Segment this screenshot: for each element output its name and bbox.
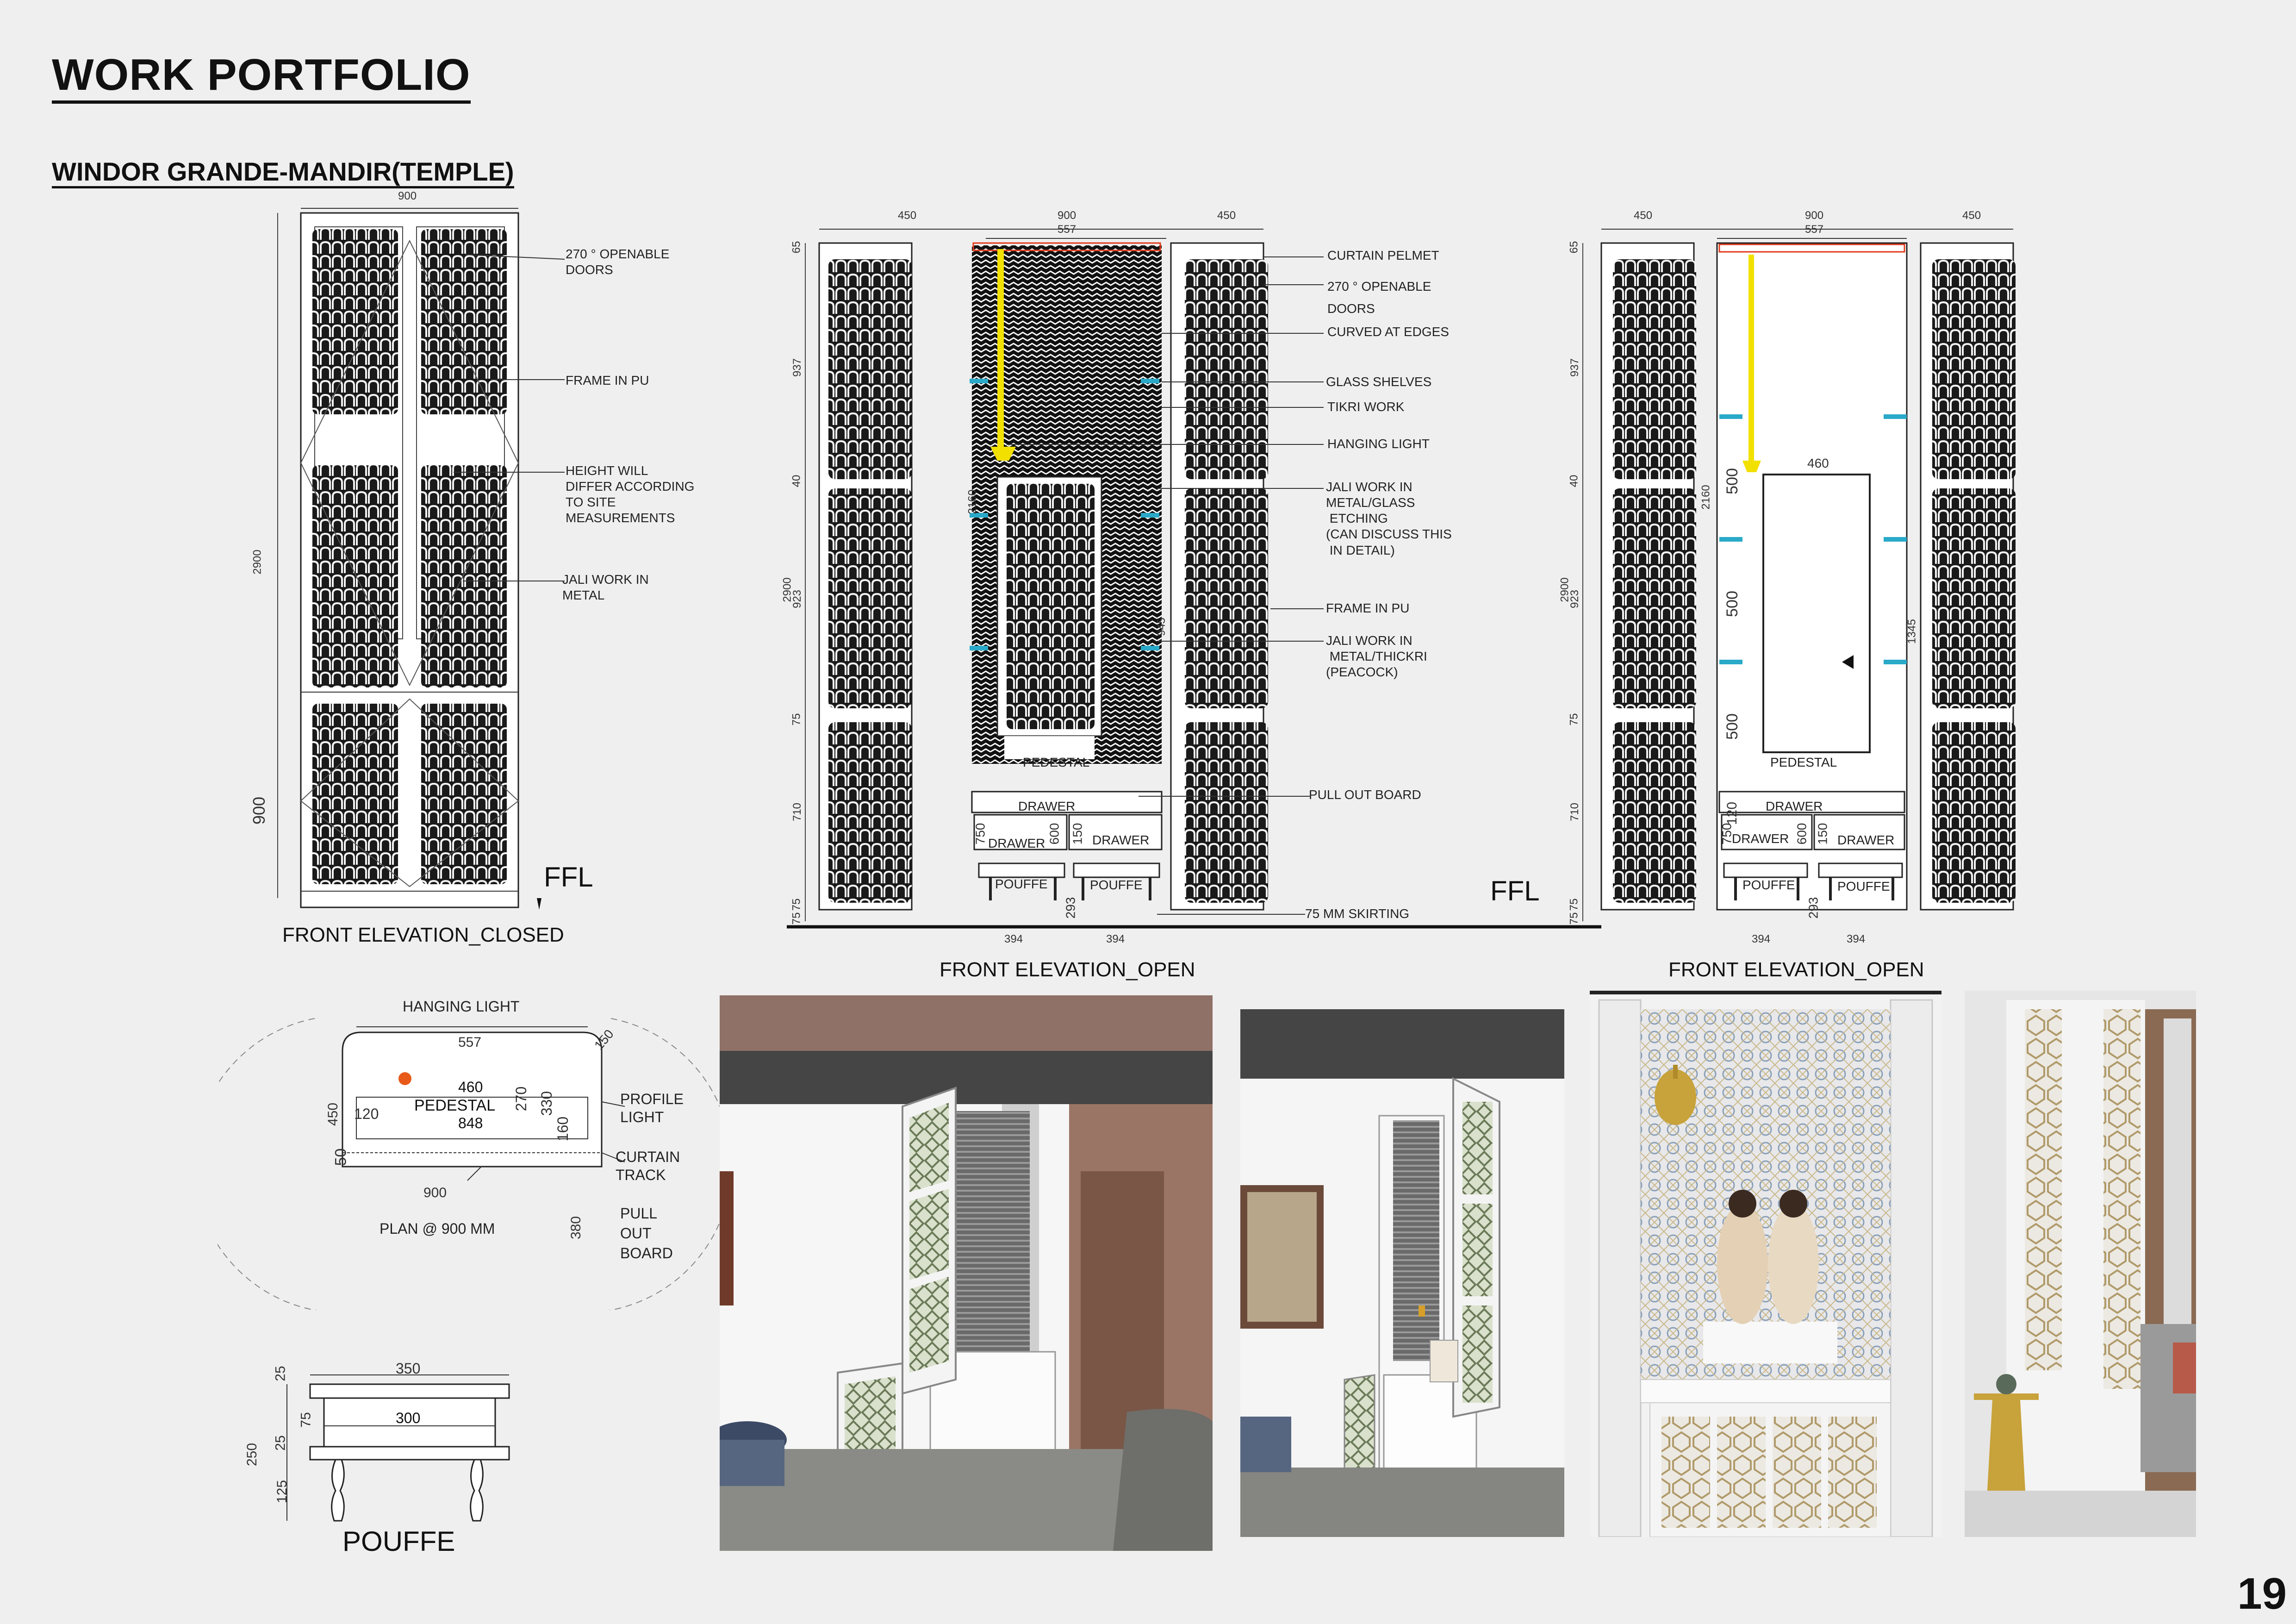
- dim-left-75c: 75: [790, 912, 803, 925]
- note-curved-edges: CURVED AT EDGES: [1327, 325, 1449, 339]
- dim2-inner-500-c: 500: [1723, 713, 1741, 740]
- plan-dim-330: 330: [538, 1091, 555, 1116]
- dim2-inner-1345: 1345: [1905, 619, 1918, 644]
- dim2-bottom-394-left: 394: [1752, 933, 1771, 945]
- dim-top-900: 900: [1058, 209, 1076, 222]
- elevation-open-1-drawing: [787, 204, 1601, 931]
- pouffe-dim-350: 350: [396, 1360, 421, 1377]
- plan-dim-160: 160: [554, 1116, 572, 1142]
- label-pedestal: PEDESTAL: [1023, 755, 1090, 769]
- label2-pouffe-right: POUFFE: [1837, 879, 1890, 893]
- plan-drawing: [218, 986, 731, 1310]
- render-mandir-photo: [1590, 991, 1941, 1537]
- note-openable-doors-open: 270 ° OPENABLE DOORS: [1327, 279, 1431, 316]
- note-curtain-pelmet: CURTAIN PELMET: [1327, 248, 1439, 262]
- label-pouffe-left: POUFFE: [995, 877, 1048, 891]
- dim-top-450-right: 450: [1217, 209, 1236, 222]
- elevation-closed: [249, 185, 768, 954]
- dim2-top-900: 900: [1805, 209, 1824, 222]
- plan-note-pull-out-board: PULL OUT BOARD: [620, 1205, 673, 1262]
- pouffe-dim-300: 300: [396, 1410, 421, 1426]
- dim2-inner-460: 460: [1807, 456, 1829, 470]
- dim-inner-293: 293: [1063, 897, 1078, 919]
- dim2-inner-500-a: 500: [1723, 468, 1741, 494]
- plan-dim-557: 557: [458, 1035, 482, 1050]
- pouffe-drawing: [236, 1352, 560, 1569]
- note-frame-pu: FRAME IN PU: [566, 373, 649, 387]
- note-hanging-light: HANGING LIGHT: [1327, 437, 1430, 451]
- note-glass-shelves: GLASS SHELVES: [1326, 375, 1432, 389]
- dim-left-75: 75: [790, 713, 803, 726]
- render-living-room-2-image: [1240, 1009, 1564, 1537]
- dim-left-65: 65: [790, 241, 803, 254]
- pouffe-dim-75: 75: [298, 1412, 314, 1428]
- dim2-left-937: 937: [1568, 358, 1581, 377]
- render-lounge-photo: [1965, 991, 2196, 1537]
- label-pouffe-right: POUFFE: [1090, 878, 1143, 892]
- dim2-inner-750: 750: [1719, 823, 1734, 845]
- dim2-inner-293: 293: [1806, 897, 1821, 919]
- dim-closed-height: 2900: [251, 550, 264, 575]
- dim2-left-40: 40: [1568, 475, 1580, 487]
- dim-left-710: 710: [791, 802, 804, 822]
- dim-top-557: 557: [1058, 223, 1076, 236]
- label2-drawer-top: DRAWER: [1766, 799, 1823, 813]
- elevation-open-1: [781, 204, 1601, 986]
- note-pull-out-board: PULL OUT BOARD: [1309, 787, 1421, 802]
- dim-inner-600: 600: [1047, 823, 1062, 845]
- render-living-room-1: [720, 995, 1213, 1551]
- plan-dim-r150: 150: [591, 1026, 616, 1053]
- caption-front-elevation-open-1: FRONT ELEVATION_OPEN: [940, 958, 1195, 981]
- dim2-left-75c: 75: [1568, 912, 1580, 925]
- pouffe-dim-250: 250: [244, 1443, 260, 1467]
- pouffe-dim-25-bottom: 25: [273, 1435, 288, 1451]
- dim2-inner-2160: 2160: [1699, 485, 1712, 510]
- dim-left-937: 937: [791, 358, 804, 377]
- plan-dim-120: 120: [354, 1106, 379, 1122]
- elevation-open-2: [1558, 204, 2073, 986]
- label-drawer-right: DRAWER: [1092, 833, 1150, 847]
- plan-note-curtain-track: CURTAIN TRACK: [616, 1149, 680, 1184]
- pouffe-dim-25-top: 25: [273, 1366, 288, 1381]
- dim-left-75b: 75: [790, 898, 803, 911]
- label-drawer-top: DRAWER: [1018, 799, 1076, 813]
- dim-inner-945: 945: [1155, 617, 1168, 637]
- note-height-differ: HEIGHT WILL DIFFER ACCORDING TO SITE MEASUREMENTS: [566, 463, 695, 525]
- dim-left-40: 40: [790, 475, 803, 487]
- dim-left-923: 923: [791, 589, 804, 609]
- plan-dim-50: 50: [332, 1148, 350, 1166]
- dim2-left-75b: 75: [1568, 898, 1580, 911]
- note-tikri-work: TIKRI WORK: [1327, 400, 1405, 414]
- dim-inner-2160: 2160: [966, 489, 979, 514]
- plan-label-pedestal: PEDESTAL: [414, 1097, 496, 1114]
- dim-inner-750: 750: [973, 823, 988, 845]
- dim2-inner-120: 120: [1724, 801, 1740, 825]
- dim-bottom-394-right: 394: [1106, 933, 1125, 945]
- dim2-top-450-left: 450: [1634, 209, 1653, 222]
- plan-dim-380: 380: [568, 1216, 584, 1240]
- dim2-inner-150: 150: [1815, 823, 1830, 845]
- plan-dim-460: 460: [458, 1079, 483, 1095]
- ffl-label-closed: FFL: [544, 862, 593, 893]
- dim2-top-450-right: 450: [1962, 209, 1981, 222]
- ffl-label-open: FFL: [1490, 875, 1540, 906]
- dim2-left-710: 710: [1568, 802, 1581, 822]
- dim-inner-150: 150: [1070, 823, 1085, 845]
- render-mandir-photo-image: [1590, 991, 1941, 1537]
- pouffe-dim-125: 125: [274, 1480, 290, 1504]
- plan-dim-900: 900: [423, 1185, 447, 1200]
- dim2-left-65: 65: [1568, 241, 1580, 254]
- label2-pedestal: PEDESTAL: [1770, 755, 1837, 769]
- page-title: WORK PORTFOLIO: [52, 52, 471, 104]
- elevation-open-2-drawing: [1564, 204, 2073, 926]
- dim-closed-top: 900: [398, 190, 417, 202]
- dim-top-450-left: 450: [898, 209, 917, 222]
- dim2-top-557: 557: [1805, 223, 1824, 236]
- note-skirting: 75 MM SKIRTING: [1305, 906, 1410, 921]
- dim-bottom-394-left: 394: [1004, 933, 1023, 945]
- dim2-left-75: 75: [1568, 713, 1580, 726]
- note-frame-pu-open: FRAME IN PU: [1326, 601, 1410, 615]
- dim-closed-bottom: 900: [249, 796, 269, 825]
- dim2-left-2900: 2900: [1558, 577, 1571, 602]
- dim2-bottom-394-right: 394: [1847, 933, 1866, 945]
- label2-pouffe-left: POUFFE: [1742, 878, 1795, 892]
- dim-left-2900: 2900: [781, 577, 794, 602]
- render-living-room-1-image: [720, 995, 1213, 1551]
- pouffe-caption: POUFFE: [342, 1526, 455, 1557]
- note-openable-doors: 270 ° OPENABLE DOORS: [566, 247, 670, 277]
- plan-dim-450: 450: [325, 1102, 341, 1126]
- dim2-inner-600: 600: [1794, 823, 1809, 845]
- plan-caption: PLAN @ 900 MM: [380, 1220, 495, 1237]
- caption-front-elevation-closed: FRONT ELEVATION_CLOSED: [282, 924, 564, 946]
- note-jali-glass-etching: JALI WORK IN METAL/GLASS ETCHING (CAN DISCUSS THIS IN DETAIL): [1326, 480, 1452, 557]
- label-drawer-left: DRAWER: [988, 836, 1045, 850]
- dim2-inner-500-b: 500: [1723, 591, 1741, 617]
- note-jali-peacock: JALI WORK IN METAL/THICKRI (PEACOCK): [1326, 633, 1427, 680]
- caption-front-elevation-open-2: FRONT ELEVATION_OPEN: [1668, 958, 1924, 981]
- plan-dim-848: 848: [458, 1115, 483, 1131]
- page-number: 19: [2237, 1569, 2287, 1618]
- plan-note-profile-light: PROFILE LIGHT: [620, 1091, 684, 1126]
- label2-drawer-left: DRAWER: [1732, 831, 1789, 846]
- render-living-room-2: [1240, 1009, 1564, 1537]
- plan-title-hanging-light: HANGING LIGHT: [403, 998, 520, 1015]
- render-lounge-photo-image: [1965, 991, 2196, 1537]
- label2-drawer-right: DRAWER: [1837, 833, 1895, 847]
- project-subtitle: WINDOR GRANDE-MANDIR(TEMPLE): [52, 157, 514, 188]
- dim2-left-923: 923: [1568, 589, 1581, 609]
- elevation-closed-drawing: [259, 185, 768, 954]
- plan-dim-270: 270: [513, 1086, 530, 1112]
- note-jali-metal: JALI WORK IN METAL: [562, 572, 649, 603]
